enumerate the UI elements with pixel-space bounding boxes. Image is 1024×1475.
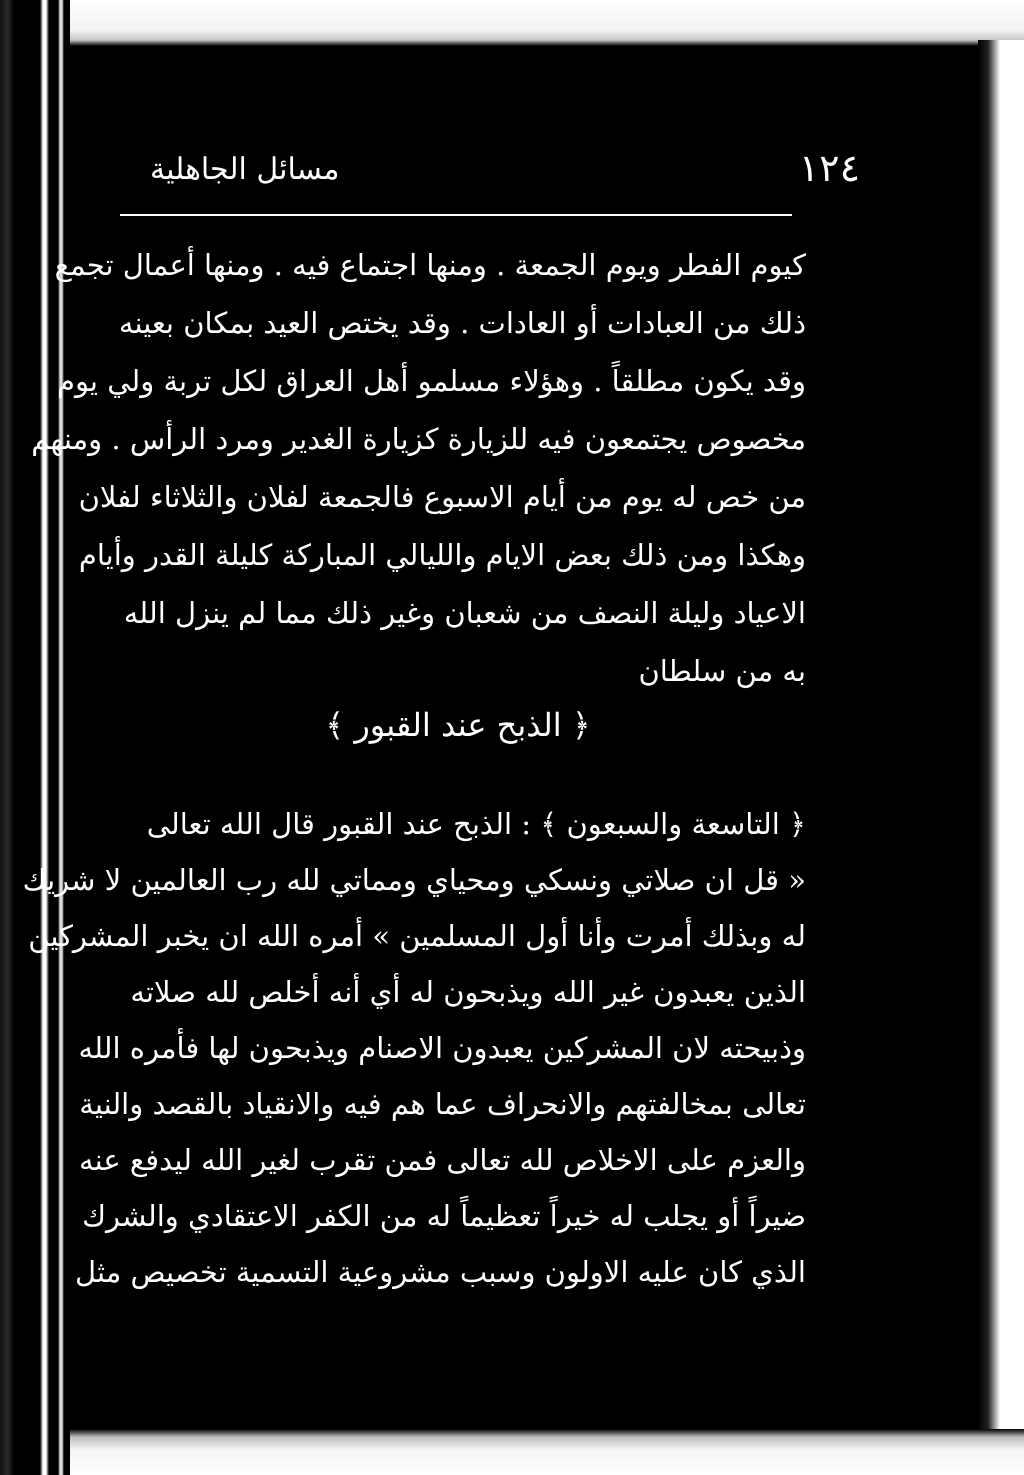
text-line: به من سلطان [638,654,806,688]
text-line: وذبيحته لان المشركين يعبدون الاصنام ويذبحون لها فأمره الله [78,1031,806,1065]
text-line: ﴿ التاسعة والسبعون ﴾ : الذبح عند القبور قال الله تعالى [146,807,806,841]
body-text [31,236,806,700]
scan-right-edge [978,40,1024,1475]
section-body [22,796,806,1300]
scan-left-edge [0,0,70,1475]
text-line: له وبذلك أمرت وأنا أول المسلمين » أمره الله ان يخبر المشركين [28,919,806,953]
text-line: الذي كان عليه الاولون وسبب مشروعية التسمية تخصيص مثل [74,1255,806,1289]
book-page [22,46,978,1429]
text-line: والعزم على الاخلاص لله تعالى فمن تقرب لغير الله ليدفع عنه [79,1143,806,1177]
text-line: وقد يكون مطلقاً . وهؤلاء مسلمو أهل العراق لكل تربة ولي يوم [57,364,806,398]
text-line: ذلك من العبادات أو العادات . وقد يختص العيد بمكان بعينه [118,306,806,340]
text-line: تعالى بمخالفتهم والانحراف عما هم فيه والانقياد بالقصد والنية [79,1087,806,1121]
text-line: الذين يعبدون غير الله ويذبحون له أي أنه أخلص لله صلاته [130,975,806,1009]
text-line: من خص له يوم من أيام الاسبوع فالجمعة لفلان والثلاثاء لفلان [78,480,806,514]
text-line: « قل ان صلاتي ونسكي ومحياي ومماتي لله رب العالمين لا شريك [22,863,806,897]
text-line: مخصوص يجتمعون فيه للزيارة كزيارة الغدير ومرد الرأس . ومنهم [31,422,806,456]
text-line: وهكذا ومن ذلك بعض الايام والليالي المباركة كليلة القدر وأيام [78,538,806,572]
scan-bottom-edge [70,1429,1024,1475]
running-title: مسائل الجاهلية [150,152,340,187]
page-number: ١٢٤ [798,146,860,190]
header-rule [120,214,792,216]
text-line: الاعياد وليلة النصف من شعبان وغير ذلك مما لم ينزل الله [123,596,806,630]
text-line: كيوم الفطر ويوم الجمعة . ومنها اجتماع فيه . ومنها أعمال تجمع [54,248,806,282]
scan-top-edge [70,0,1024,46]
text-line: ضيراً أو يجلب له خيراً تعظيماً له من الكفر الاعتقادي والشرك [82,1199,806,1233]
section-heading: ﴿ الذبح عند القبور ﴾ [325,706,591,744]
